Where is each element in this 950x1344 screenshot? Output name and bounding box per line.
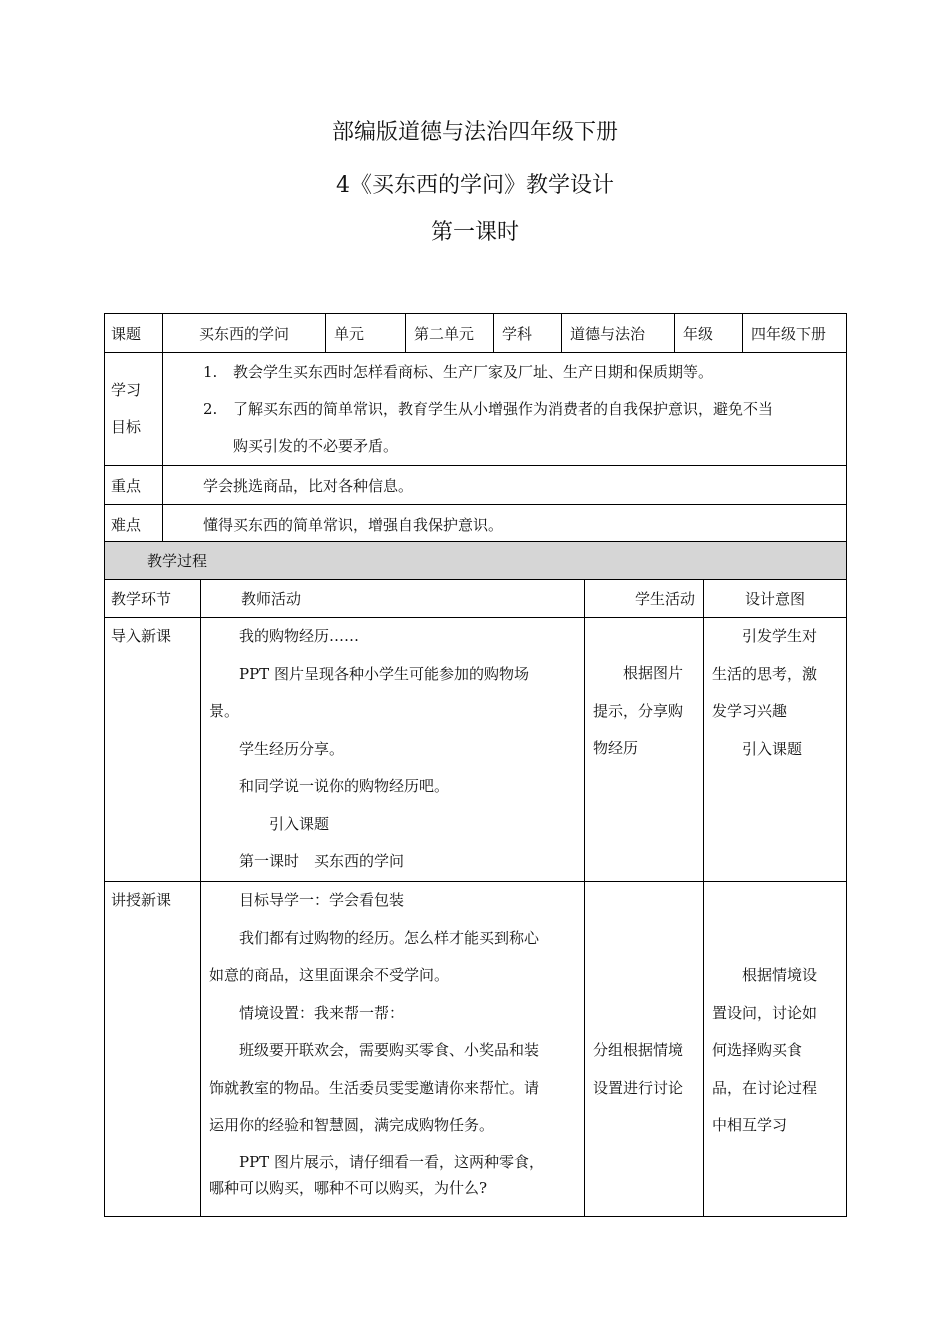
process-table xyxy=(104,541,847,1217)
subject-label: 学科 xyxy=(494,314,562,353)
info-row-difficulty xyxy=(105,505,847,544)
topic-label: 课题 xyxy=(105,314,163,353)
col-student: 学生活动 xyxy=(585,580,704,618)
student-cell: 分组根据情境 设置进行讨论 xyxy=(585,882,704,1217)
teacher-cell: 我的购物经历…… PPT 图片呈现各种小学生可能参加的购物场 景。 学生经历分享。 和同学说一说你的购物经历吧。 引入课题 第一课时 买东西的学问 xyxy=(201,618,585,882)
doc-lesson: 第一课时 xyxy=(430,220,519,245)
subject-value: 道德与法治 xyxy=(562,314,675,353)
grade-value: 四年级下册 xyxy=(743,314,847,353)
col-stage: 教学环节 xyxy=(105,580,201,618)
topic-value: 买东西的学问 xyxy=(163,314,326,353)
info-row-goals xyxy=(105,353,847,466)
goal-item: 1. 教会学生买东西时怎样看商标、生产厂家及厂址、生产日期和保质期等。 xyxy=(203,362,714,381)
section-title: 教学过程 xyxy=(105,542,847,580)
table-row xyxy=(105,882,847,1217)
goal-item-cont: 购买引发的不必要矛盾。 xyxy=(233,436,399,455)
student-cell: 根据图片 提示，分享购 物经历 xyxy=(585,618,704,882)
intent-cell: 根据情境设 置设问，讨论如 何选择购买食 品，在讨论过程 中相互学习 xyxy=(704,882,847,1217)
key-text: 学会挑选商品，比对各种信息。 xyxy=(163,466,847,505)
col-intent: 设计意图 xyxy=(704,580,847,618)
doc-title: 部编版道德与法治四年级下册 xyxy=(331,120,618,145)
info-row-meta xyxy=(105,314,847,353)
grade-label: 年级 xyxy=(675,314,743,353)
goal-item: 2. 了解买东西的简单常识，教育学生从小增强作为消费者的自我保护意识，避免不当 xyxy=(203,399,774,418)
goals-list xyxy=(203,354,838,465)
difficulty-label: 难点 xyxy=(105,505,163,544)
col-teacher: 教师活动 xyxy=(201,580,585,618)
info-row-key xyxy=(105,466,847,505)
intent-cell: 引发学生对 生活的思考，激 发学习兴趣 引入课题 xyxy=(704,618,847,882)
unit-value: 第二单元 xyxy=(406,314,494,353)
goals-content xyxy=(163,353,847,466)
table-row xyxy=(105,618,847,882)
process-header-row xyxy=(105,580,847,618)
stage-cell: 导入新课 xyxy=(105,618,201,882)
info-table xyxy=(104,313,847,544)
key-label: 重点 xyxy=(105,466,163,505)
teacher-cell: 目标导学一：学会看包装 我们都有过购物的经历。怎么样才能买到称心 如意的商品，这里面课余不受学问。 情境设置：我来帮一帮： 班级要开联欢会，需要购买零食、小奖品和装 饰就教室的物品。生活委员雯雯邀请你来帮忙。请 运用你的经验和智慧圆，满完成购物任务。 PPT 图片展示，请仔细看一看，这两种零食， 哪种可以购买，哪种不可以购买，为什么? xyxy=(201,882,585,1217)
unit-label: 单元 xyxy=(326,314,406,353)
difficulty-text: 懂得买东西的简单常识，增强自我保护意识。 xyxy=(163,505,847,544)
doc-subtitle: 4《买东西的学问》教学设计 xyxy=(336,173,614,198)
stage-cell: 讲授新课 xyxy=(105,882,201,1217)
goals-label: 学习 目标 xyxy=(105,353,163,466)
